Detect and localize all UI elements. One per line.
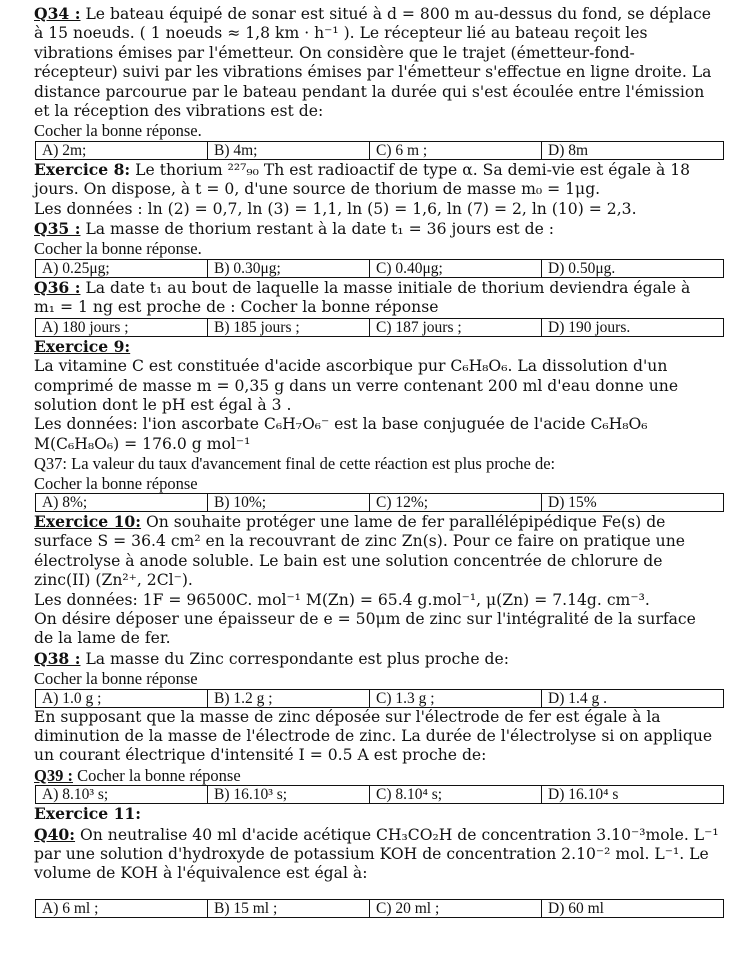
ex10-line-2: surface S = 36.4 cm² en la recouvrant de zinc Zn(s). Pour ce faire on pratique une — [34, 532, 685, 551]
ex9-line-3: solution dont le pH est égal à 3 . — [34, 395, 292, 414]
q40-answer-b[interactable]: B) 15 ml ; — [208, 899, 370, 917]
q38-followup-2: diminution de la masse de l'électrode de zinc. La durée de l'électrolyse si on applique — [34, 727, 713, 745]
q38-answer-c[interactable]: C) 1.3 g ; — [370, 689, 542, 707]
q36-answer-b[interactable]: B) 185 jours ; — [208, 318, 370, 336]
ex10-line-3: électrolyse à anode soluble. Le bain est une solution concentrée de chlorure de — [34, 551, 663, 570]
q39-answer-a[interactable]: A) 8.10³ s; — [36, 786, 208, 804]
q37-prompt: Cocher la bonne réponse — [34, 473, 198, 493]
ex9-heading — [34, 337, 724, 357]
q40-answer-table — [35, 899, 724, 918]
q38-question: Q38 : La masse du Zinc correspondante est plus proche de: — [34, 648, 509, 668]
ex10-line-4: zinc(II) (Zn²⁺, 2Cl⁻). — [34, 571, 193, 590]
q35-prompt: Cocher la bonne réponse. — [34, 239, 202, 259]
ex10-line-1: Exercice 10: On souhaite protéger une lame de fer parallélépipédique Fe(s) de — [34, 511, 666, 531]
q38-prompt: Cocher la bonne réponse — [34, 669, 198, 689]
q34-answer-table — [35, 141, 724, 160]
q39-answer-b[interactable]: B) 16.10³ s; — [208, 786, 370, 804]
q40-answer-a[interactable]: A) 6 ml ; — [36, 899, 208, 917]
q40-line-1: Q40: On neutralise 40 ml d'acide acétique CH₃CO₂H de concentration 3.10⁻³mole. L⁻¹ — [34, 824, 719, 844]
q34-line-1: Q34 : Le bateau équipé de sonar est situé à d = 800 m au-dessus du fond, se déplace — [34, 4, 711, 23]
q34-answer-a[interactable]: A) 2m; — [36, 141, 208, 159]
q37-answer-table — [35, 493, 724, 512]
q35-answer-d[interactable]: D) 0.50μg. — [542, 259, 724, 277]
q34-line-3: vibrations émises par l'émetteur. On considère que le trajet (émetteur-fond- — [34, 43, 635, 62]
ex10-line-7: de la lame de fer. — [34, 629, 171, 648]
q35-answer-table — [35, 259, 724, 278]
q36-answer-d[interactable]: D) 190 jours. — [542, 318, 724, 336]
ex9-line-5: M(C₆H₈O₆) = 176.0 g mol⁻¹ — [34, 434, 251, 453]
q37-answer-c[interactable]: C) 12%; — [370, 493, 542, 511]
q39-answer-table — [35, 785, 724, 804]
q34-prompt: Cocher la bonne réponse. — [34, 121, 202, 141]
q39-label: Q39 : — [34, 765, 73, 785]
q38-followup-1: En supposant que la masse de zinc déposée sur l'électrode de fer est égale à la — [34, 707, 661, 726]
q40-line-2: par une solution d'hydroxyde de potassium KOH de concentration 2.10⁻² mol. L⁻¹. Le — [34, 845, 709, 864]
q38-answer-a[interactable]: A) 1.0 g ; — [36, 689, 208, 707]
q40-answer-d[interactable]: D) 60 ml — [542, 899, 724, 917]
exam-page — [34, 4, 724, 918]
q35-question: Q35 : La masse de thorium restant à la date t₁ = 36 jours est de : — [34, 219, 555, 239]
q40-line-3: volume de KOH à l'équivalence est égal à: — [34, 864, 368, 883]
ex10-line-5: Les données: 1F = 96500C. mol⁻¹ M(Zn) = 65.4 g.mol⁻¹, μ(Zn) = 7.14g. cm⁻³. — [34, 590, 650, 609]
ex11-heading — [34, 804, 724, 824]
q35-answer-b[interactable]: B) 0.30μg; — [208, 259, 370, 277]
q34-line-5: distance parcourue par le bateau pendant la durée qui s'est écoulée entre l'émission — [34, 82, 705, 101]
q34-label: Q34 : — [34, 4, 81, 23]
q34-line-4: récepteur) suivi par les vibrations émises par l'émetteur s'effectue en ligne droite. La — [34, 63, 712, 82]
ex11-label: Exercice 11: — [34, 804, 142, 824]
q34-answer-b[interactable]: B) 4m; — [208, 141, 370, 159]
ex9-label: Exercice 9: — [34, 336, 131, 356]
q34-line-6: et la réception des vibrations est de: — [34, 102, 324, 121]
q34-answer-d[interactable]: D) 8m — [542, 141, 724, 159]
q36-answer-a[interactable]: A) 180 jours ; — [36, 318, 208, 336]
ex9-line-2: comprimé de masse m = 0,35 g dans un verre contenant 200 ml d'eau donne une — [34, 376, 679, 395]
q37-answer-d[interactable]: D) 15% — [542, 493, 724, 511]
q40-answer-c[interactable]: C) 20 ml ; — [370, 899, 542, 917]
q34-answer-c[interactable]: C) 6 m ; — [370, 141, 542, 159]
ex8-line-3: Les données : ln (2) = 0,7, ln (3) = 1,1, ln (5) = 1,6, ln (7) = 2, ln (10) = 2,3. — [34, 199, 637, 218]
q38-followup-3: un courant électrique d'intensité I = 0.5 A est proche de: — [34, 746, 487, 765]
q40-label: Q40: — [34, 824, 76, 844]
q36-line-2: m₁ = 1 ng est proche de : Cocher la bonne réponse — [34, 298, 439, 317]
q36-answer-table — [35, 318, 724, 337]
ex8-label: Exercice 8: — [34, 159, 131, 179]
q35-answer-c[interactable]: C) 0.40μg; — [370, 259, 542, 277]
ex8-line-1: Exercice 8: Le thorium ²²⁷₉₀ Th est radioactif de type α. Sa demi-vie est égale à 18 — [34, 159, 691, 179]
q34-line-2: à 15 noeuds. ( 1 noeuds ≈ 1,8 km · h⁻¹ ). Le récepteur lié au bateau reçoit les — [34, 24, 648, 43]
q36-answer-c[interactable]: C) 187 jours ; — [370, 318, 542, 336]
ex10-label: Exercice 10: — [34, 511, 142, 531]
ex9-line-4: Les données: l'ion ascorbate C₆H₇O₆⁻ est la base conjuguée de l'acide C₆H₈O₆ — [34, 415, 648, 434]
q35-label: Q35 : — [34, 219, 81, 239]
q36-label: Q36 : — [34, 277, 81, 297]
spacer — [34, 884, 724, 899]
q38-answer-d[interactable]: D) 1.4 g . — [542, 689, 724, 707]
q36-line-1: Q36 : La date t₁ au bout de laquelle la masse initiale de thorium deviendra égale à — [34, 277, 691, 297]
q37-answer-b[interactable]: B) 10%; — [208, 493, 370, 511]
q39-answer-c[interactable]: C) 8.10⁴ s; — [370, 786, 542, 804]
q39-question: Q39 : Cocher la bonne réponse — [34, 765, 241, 785]
q38-answer-b[interactable]: B) 1.2 g ; — [208, 689, 370, 707]
q37-question: Q37: La valeur du taux d'avancement final de cette réaction est plus proche de: — [34, 454, 556, 474]
ex10-line-6: On désire déposer une épaisseur de e = 50μm de zinc sur l'intégralité de la surface — [34, 609, 696, 628]
q38-answer-table — [35, 689, 724, 708]
q38-label: Q38 : — [34, 648, 81, 668]
ex9-line-1: La vitamine C est constituée d'acide ascorbique pur C₆H₈O₆. La dissolution d'un — [34, 357, 668, 376]
q35-answer-a[interactable]: A) 0.25μg; — [36, 259, 208, 277]
ex8-line-2: jours. On dispose, à t = 0, d'une source de thorium de masse m₀ = 1μg. — [34, 180, 601, 199]
q37-answer-a[interactable]: A) 8%; — [36, 493, 208, 511]
q39-answer-d[interactable]: D) 16.10⁴ s — [542, 786, 724, 804]
